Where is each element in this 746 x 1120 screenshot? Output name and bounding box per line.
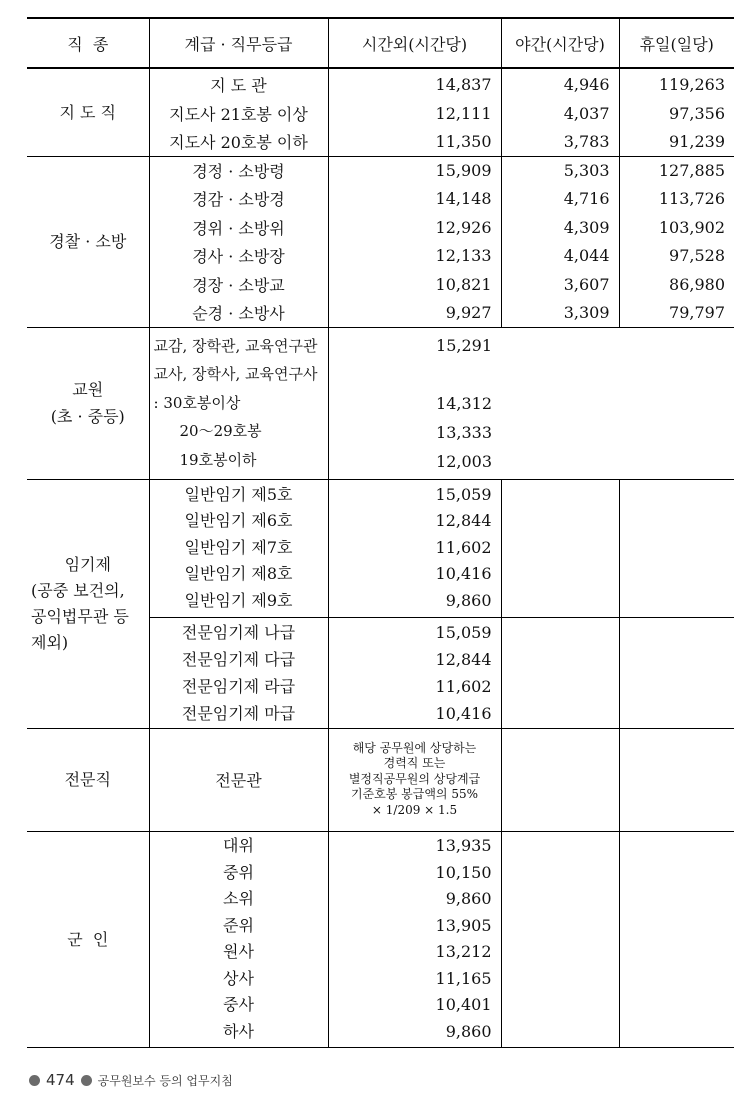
overtime-cell: 9,860	[445, 590, 492, 610]
category-term-line: 공익법무관 등	[31, 606, 129, 626]
overtime-cell: 12,926	[328, 213, 501, 242]
table-row-military	[27, 831, 734, 1047]
holiday-cell: 103,902	[658, 217, 725, 237]
holiday-cell: 86,980	[669, 274, 725, 294]
empty-cell	[501, 479, 619, 617]
rank-cell: 하사	[223, 1021, 254, 1041]
category-teacher	[27, 327, 149, 479]
grade-cell: 일반임기 제9호	[184, 590, 293, 610]
rank-cell: 소위	[223, 889, 254, 908]
holiday-cell: 113,726	[658, 189, 725, 209]
night-cell: 3,783	[501, 128, 619, 157]
formula-line: 해당 공무원에 상당하는	[352, 740, 477, 755]
holiday-cell: 127,885	[619, 156, 734, 185]
overtime-cell: 12,003	[436, 451, 492, 471]
military-overtime	[328, 831, 501, 1047]
holiday-cell: 97,528	[669, 246, 725, 266]
overtime-cell: 11,165	[435, 968, 492, 988]
empty-cell	[619, 479, 734, 617]
footer-title: 공무원보수 등의 업무지침	[97, 1073, 233, 1088]
teacher-grade-line: 교감, 장학관, 교육연구관	[153, 336, 318, 355]
teacher-grade-line: 20～29호봉	[179, 422, 262, 441]
category-term-line: (공중 보건의,	[31, 580, 125, 600]
overtime-cell: 14,837	[328, 68, 501, 99]
category-term	[27, 479, 149, 728]
grade-cell: 전문관	[149, 728, 328, 831]
overtime-cell: 14,148	[328, 185, 501, 214]
night-cell: 3,607	[501, 270, 619, 299]
overtime-cell: 10,416	[435, 703, 492, 723]
overtime-cell: 15,059	[435, 622, 492, 642]
overtime-cell: 10,401	[435, 995, 492, 1014]
grade-cell: 경사 · 소방장	[149, 242, 328, 271]
overtime-cell: 13,905	[435, 915, 492, 935]
holiday-cell: 97,356	[669, 103, 725, 123]
teacher-grade-line: 19호봉이하	[179, 450, 257, 469]
rank-cell: 중위	[223, 862, 254, 882]
empty-cell	[501, 617, 619, 728]
overtime-cell: 13,212	[435, 942, 492, 961]
grade-cell: 일반임기 제6호	[184, 511, 293, 531]
category-term-line: 제외)	[31, 632, 69, 652]
overtime-cell: 15,291	[436, 335, 492, 355]
overtime-cell: 9,860	[445, 1021, 492, 1041]
night-cell: 5,303	[501, 156, 619, 185]
overtime-cell: 12,133	[328, 242, 501, 271]
overtime-cell: 15,059	[435, 484, 492, 504]
page-footer	[29, 1071, 233, 1089]
header-job: 직 종	[27, 18, 149, 68]
overtime-cell: 10,821	[328, 270, 501, 299]
grade-cell: 전문임기제 다급	[181, 649, 296, 669]
term-specialist-grades	[149, 617, 328, 728]
term-general-grades	[149, 479, 328, 617]
grade-cell: 전문임기제 라급	[181, 676, 296, 696]
overtime-cell: 9,860	[445, 889, 492, 908]
overtime-cell: 13,935	[435, 836, 492, 855]
overtime-cell: 14,312	[436, 393, 492, 413]
empty-cell	[619, 831, 734, 1047]
overtime-cell: 11,350	[328, 128, 501, 157]
teacher-grade-line: : 30호봉이상	[153, 393, 241, 412]
grade-cell: 경장 · 소방교	[149, 270, 328, 299]
pay-table	[27, 17, 734, 1048]
empty-cell	[501, 831, 619, 1047]
military-ranks	[149, 831, 328, 1047]
overtime-cell	[329, 360, 493, 389]
grade-cell: 일반임기 제5호	[184, 484, 293, 504]
overtime-cell: 11,602	[435, 676, 492, 696]
teacher-overtime	[328, 327, 501, 479]
night-cell: 4,309	[501, 213, 619, 242]
page-number: 474	[46, 1071, 75, 1089]
term-general-overtime	[328, 479, 501, 617]
empty-cell	[619, 617, 734, 728]
overtime-cell: 10,150	[435, 862, 492, 882]
category-police-fire: 경찰 · 소방	[27, 156, 149, 327]
rank-cell: 원사	[223, 942, 254, 961]
table-row-expert	[27, 728, 734, 831]
overtime-cell: 11,602	[435, 537, 492, 557]
header-night: 야간(시간당)	[501, 18, 619, 68]
table-row	[27, 156, 734, 185]
category-military: 군 인	[27, 831, 149, 1047]
category-teacher-line1: 교원	[72, 380, 104, 399]
teacher-grades	[149, 327, 328, 479]
header-row	[27, 18, 734, 68]
holiday-cell: 91,239	[669, 132, 725, 151]
rank-cell: 대위	[223, 836, 254, 855]
overtime-cell: 9,927	[328, 299, 501, 328]
teacher-grade-line: 교사, 장학사, 교육연구사	[153, 365, 318, 384]
night-cell: 4,044	[501, 242, 619, 271]
overtime-cell: 13,333	[436, 422, 492, 442]
overtime-cell: 15,909	[328, 156, 501, 185]
empty-cell	[619, 728, 734, 831]
term-specialist-overtime	[328, 617, 501, 728]
bullet-dot-icon	[29, 1075, 40, 1086]
grade-cell: 일반임기 제8호	[184, 564, 293, 584]
rank-cell: 준위	[223, 915, 254, 935]
empty-cell	[619, 327, 734, 479]
category-jido: 지 도 직	[27, 68, 149, 156]
rank-cell: 상사	[223, 968, 254, 988]
expert-formula	[328, 728, 501, 831]
empty-cell	[501, 327, 619, 479]
grade-cell: 경위 · 소방위	[149, 213, 328, 242]
category-expert: 전문직	[27, 728, 149, 831]
grade-cell: 전문임기제 마급	[181, 703, 296, 723]
table-row-term-general	[27, 479, 734, 617]
overtime-cell: 12,111	[328, 99, 501, 128]
grade-cell: 경감 · 소방경	[149, 185, 328, 214]
holiday-cell: 79,797	[669, 303, 725, 322]
empty-cell	[501, 728, 619, 831]
formula-line: 별정직공무원의 상당계급	[348, 771, 481, 786]
night-cell: 4,037	[501, 99, 619, 128]
formula-line: 경력직 또는	[383, 756, 446, 771]
grade-cell: 지도사 20호봉 이하	[149, 128, 328, 157]
overtime-cell: 12,844	[435, 649, 492, 669]
grade-cell: 순경 · 소방사	[149, 299, 328, 328]
holiday-cell: 119,263	[658, 74, 725, 94]
formula-line: × 1/209 × 1.5	[371, 802, 458, 817]
header-grade: 계급 · 직무등급	[149, 18, 328, 68]
overtime-cell: 12,844	[435, 511, 492, 531]
header-overtime: 시간외(시간당)	[328, 18, 501, 68]
grade-cell: 지 도 관	[149, 68, 328, 99]
table-row	[27, 68, 734, 99]
bullet-dot-icon	[81, 1075, 92, 1086]
overtime-cell: 10,416	[435, 564, 492, 584]
rank-cell: 중사	[223, 995, 254, 1014]
night-cell: 4,716	[501, 185, 619, 214]
table-row-teacher	[27, 327, 734, 479]
header-holiday: 휴일(일당)	[619, 18, 734, 68]
grade-cell: 경정 · 소방령	[149, 156, 328, 185]
night-cell: 4,946	[501, 68, 619, 99]
grade-cell: 전문임기제 나급	[181, 622, 296, 642]
formula-line: 기준호봉 봉급액의 55%	[350, 787, 479, 802]
category-teacher-line2: (초 · 중등)	[50, 407, 125, 426]
night-cell: 3,309	[501, 299, 619, 328]
grade-cell: 일반임기 제7호	[184, 537, 293, 557]
grade-cell: 지도사 21호봉 이상	[149, 99, 328, 128]
category-term-line: 임기제	[64, 554, 111, 574]
